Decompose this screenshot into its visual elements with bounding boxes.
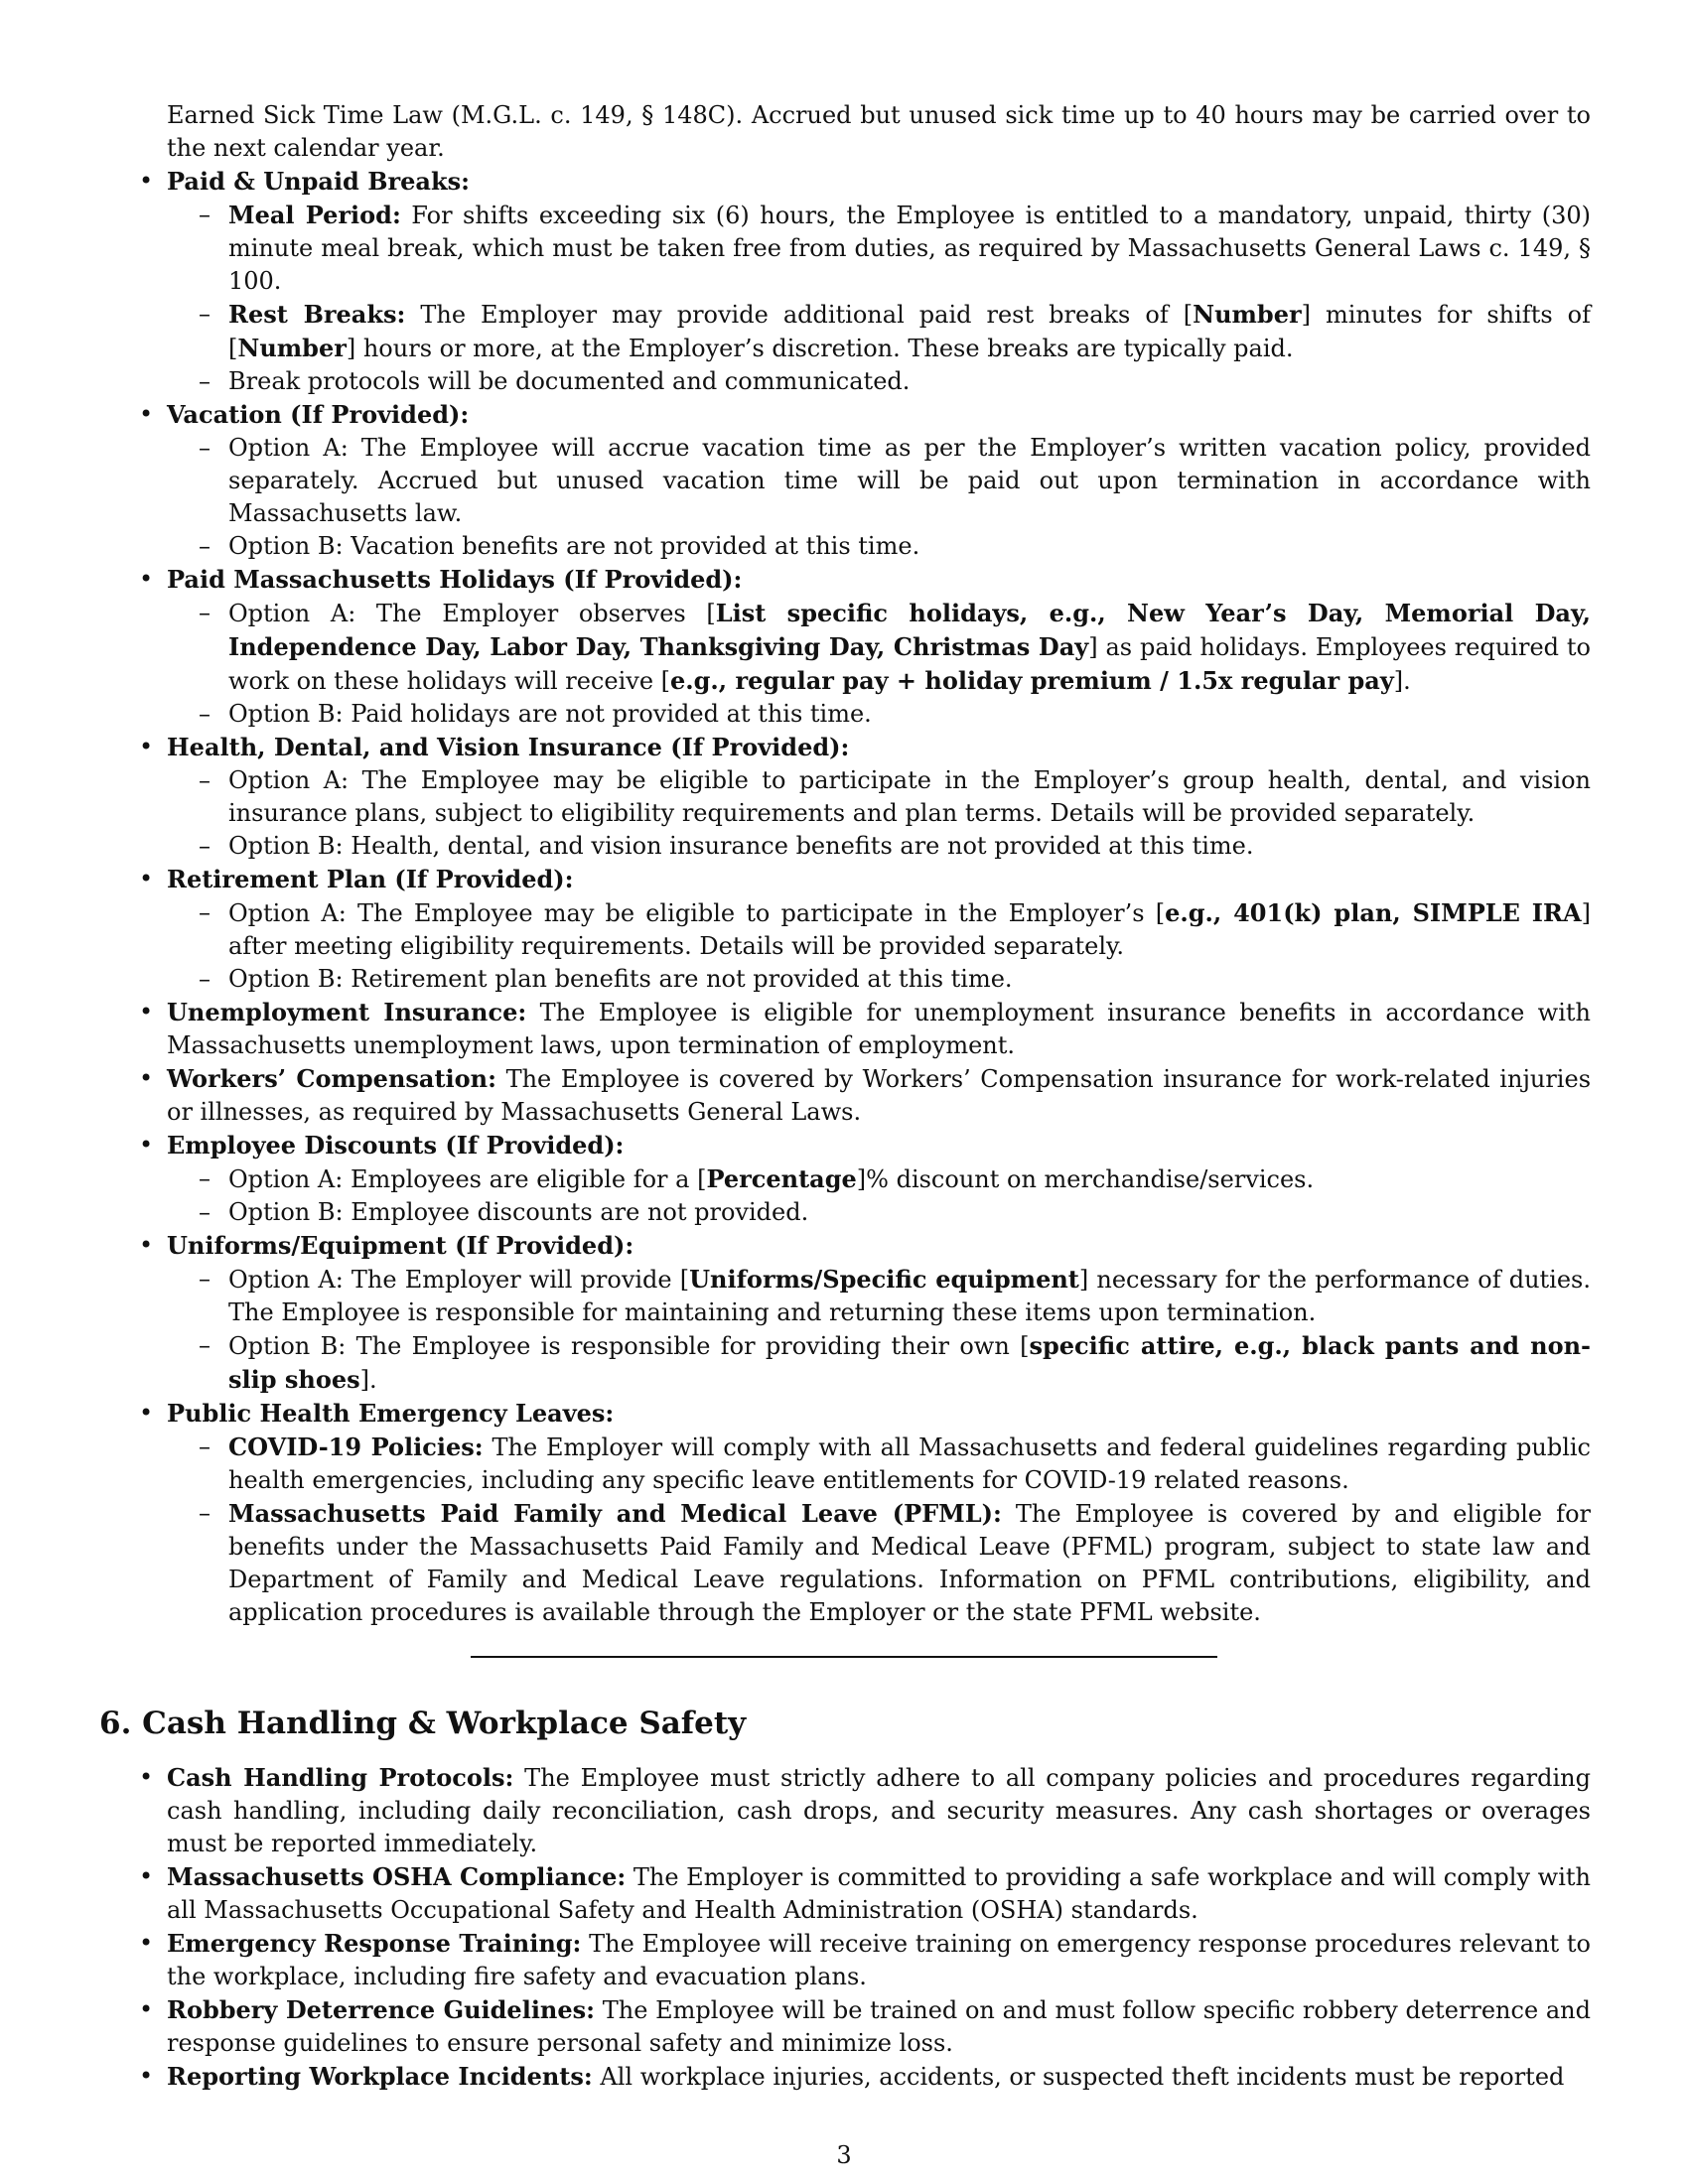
vacation-option-b: – Option B: Vacation benefits are not provided at this time. (228, 530, 1591, 563)
insurance-sublist (167, 764, 1591, 863)
list-item (167, 1860, 1591, 1927)
uniforms-title: Uniforms/Equipment (If Provided): (167, 1231, 634, 1260)
meal-period-text: For shifts exceeding six (6) hours, the Employee is entitled to a mandatory, unpaid, thirty (30) minute meal break, which must be taken free from duties, as required by Massachusetts General Laws c. 149, § 100. (228, 202, 1591, 295)
list-item-retirement (167, 863, 1591, 996)
public-health-sublist (167, 1431, 1591, 1629)
placeholder-number: Number (1193, 300, 1302, 329)
placeholder-percentage: Percentage (706, 1164, 857, 1193)
insurance-option-b: – Option B: Health, dental, and vision insurance benefits are not provided at this time. (228, 830, 1591, 863)
discounts-text: ]% discount on merchandise/services. (856, 1165, 1315, 1193)
breaks-title: Paid & Unpaid Breaks: (167, 167, 470, 196)
list-item-breaks (167, 165, 1591, 398)
holidays-text: Option A: The Employer observes [ (228, 600, 716, 627)
insurance-title: Health, Dental, and Vision Insurance (If Provided): (167, 733, 850, 761)
uniforms-text: Option B: The Employee is responsible for providing their own [ (228, 1332, 1030, 1360)
placeholder-equipment: Uniforms/Specific equipment (689, 1265, 1079, 1294)
item-label: Robbery Deterrence Guidelines: (167, 1995, 596, 2024)
vacation-sublist (167, 432, 1591, 563)
uniforms-text: ]. (359, 1366, 377, 1394)
retirement-option-a (228, 896, 1591, 963)
public-health-title: Public Health Emergency Leaves: (167, 1399, 615, 1428)
list-item-insurance (167, 731, 1591, 863)
placeholder-pay: e.g., regular pay + holiday premium / 1.5x regular pay (670, 666, 1394, 695)
uniforms-sublist (167, 1263, 1591, 1397)
uniforms-option-b (228, 1329, 1591, 1397)
list-item (167, 1993, 1591, 2060)
pfml-label: Massachusetts Paid Family and Medical Leave (PFML): (228, 1499, 1002, 1528)
placeholder-number: Number (237, 334, 347, 362)
covid-label: COVID-19 Policies: (228, 1433, 484, 1461)
discounts-sublist (167, 1162, 1591, 1229)
insurance-option-a: – Option A: The Employee may be eligible to participate in the Employer’s group health, dental, and vision insurance plans, subject to eligibility requirements and plan terms. Details will be provided separately. (228, 764, 1591, 830)
section-6-body (167, 1761, 1591, 2094)
item-label: Reporting Workplace Incidents: (167, 2062, 593, 2091)
section-divider (471, 1656, 1217, 1658)
retirement-title: Retirement Plan (If Provided): (167, 865, 574, 893)
placeholder-attire: specific attire, e.g., black pants and non-slip shoes (228, 1331, 1591, 1394)
benefits-list (167, 165, 1591, 1629)
holidays-option-b: – Option B: Paid holidays are not provided at this time. (228, 698, 1591, 731)
meal-period-item (228, 199, 1591, 298)
sick-time-continuation: Earned Sick Time Law (M.G.L. c. 149, § 148C). Accrued but unused sick time up to 40 hours may be carried over to the next calendar year. (167, 101, 1591, 162)
rest-breaks-text: ] minutes for shifts of [ (228, 301, 1592, 362)
page-number: 3 (836, 2141, 852, 2169)
item-label: Cash Handling Protocols: (167, 1763, 514, 1792)
workers-comp-label: Workers’ Compensation: (167, 1064, 496, 1093)
item-label: Emergency Response Training: (167, 1929, 582, 1958)
section-6-heading: 6. Cash Handling & Workplace Safety (99, 1706, 747, 1741)
pfml-item (228, 1497, 1591, 1629)
rest-breaks-text: ] hours or more, at the Employer’s discretion. These breaks are typically paid. (346, 335, 1294, 362)
holidays-text: ] as paid holidays. Employees required to work on these holidays will receive [ (228, 633, 1591, 695)
unemployment-text: The Employee is eligible for unemployment insurance benefits in accordance with Massachusetts unemployment laws, upon termination of employment. (167, 999, 1591, 1059)
list-item-holidays (167, 563, 1591, 731)
list-item (167, 2060, 1591, 2094)
safety-list (167, 1761, 1591, 2094)
uniforms-text: ] necessary for the performance of duties. The Employee is responsible for maintaining and returning these items upon termination. (228, 1266, 1592, 1326)
list-item-workers-comp (167, 1062, 1591, 1129)
placeholder-holidays: List specific holidays, e.g., New Year’s Day, Memorial Day, Independence Day, Labor Day, Thanksgiving Day, Christmas Day (228, 599, 1591, 661)
retirement-sublist (167, 896, 1591, 996)
item-text: The Employee will be trained on and must follow specific robbery deterrence and response guidelines to ensure personal safety and minimize loss. (167, 1996, 1591, 2057)
retirement-text: Option A: The Employee may be eligible to participate in the Employer’s [ (228, 899, 1166, 927)
item-text: The Employee will receive training on emergency response procedures relevant to the workplace, including fire safety and evacuation plans. (167, 1930, 1592, 1990)
discounts-option-a (228, 1162, 1591, 1196)
list-item-vacation (167, 398, 1591, 563)
covid-item (228, 1431, 1591, 1497)
break-protocols-item: – Break protocols will be documented and communicated. (228, 365, 1591, 398)
item-label: Massachusetts OSHA Compliance: (167, 1862, 627, 1891)
breaks-sublist (167, 199, 1591, 398)
rest-breaks-label: Rest Breaks: (228, 300, 406, 329)
item-text: The Employer is committed to providing a safe workplace and will comply with all Massachusetts Occupational Safety and Health Administration (OSHA) standards. (167, 1863, 1591, 1924)
meal-period-label: Meal Period: (228, 201, 401, 229)
vacation-option-a: – Option A: The Employee will accrue vacation time as per the Employer’s written vacation policy, provided separately. Accrued but unused vacation time will be paid out upon termination in accordance with Massachusetts law. (228, 432, 1591, 530)
list-item (167, 1761, 1591, 1860)
discounts-option-b: – Option B: Employee discounts are not provided. (228, 1196, 1591, 1229)
retirement-option-b: – Option B: Retirement plan benefits are not provided at this time. (228, 963, 1591, 996)
uniforms-text: Option A: The Employer will provide [ (228, 1266, 690, 1294)
vacation-title: Vacation (If Provided): (167, 400, 470, 429)
rest-breaks-item (228, 298, 1591, 365)
benefits-section (167, 99, 1591, 1629)
holidays-sublist (167, 597, 1591, 731)
list-item-unemployment (167, 996, 1591, 1062)
retirement-text: ] after meeting eligibility requirements. Details will be provided separately. (228, 899, 1591, 960)
unemployment-label: Unemployment Insurance: (167, 998, 527, 1026)
list-item-discounts (167, 1129, 1591, 1229)
holidays-text: ]. (1393, 667, 1411, 695)
holidays-title: Paid Massachusetts Holidays (If Provided): (167, 565, 743, 594)
pfml-text: The Employee is covered by and eligible for benefits under the Massachusetts Paid Family and Medical Leave (PFML) program, subject to state law and Department of Family and Medical Leave regulations. Information on PFML contributions, eligibility, and application procedures is available through the Employer or the state PFML website. (228, 1500, 1591, 1626)
holidays-option-a (228, 597, 1591, 698)
item-text: The Employee must strictly adhere to all company policies and procedures regarding cash handling, including daily reconciliation, cash drops, and security measures. Any cash shortages or overages must be reported immediately. (167, 1764, 1592, 1857)
covid-text: The Employer will comply with all Massachusetts and federal guidelines regarding public health emergencies, including any specific leave entitlements for COVID-19 related reasons. (228, 1433, 1591, 1494)
rest-breaks-text: The Employer may provide additional paid rest breaks of [ (405, 301, 1194, 329)
discounts-title: Employee Discounts (If Provided): (167, 1131, 625, 1160)
uniforms-option-a (228, 1263, 1591, 1329)
discounts-text: Option A: Employees are eligible for a [ (228, 1165, 707, 1193)
list-item-uniforms (167, 1229, 1591, 1397)
list-item-public-health (167, 1397, 1591, 1629)
placeholder-plan: e.g., 401(k) plan, SIMPLE IRA (1165, 898, 1582, 927)
list-item (167, 1927, 1591, 1993)
item-text: All workplace injuries, accidents, or suspected theft incidents must be reported (592, 2063, 1565, 2091)
workers-comp-text: The Employee is covered by Workers’ Compensation insurance for work-related injuries or illnesses, as required by Massachusetts General Laws. (167, 1065, 1592, 1126)
